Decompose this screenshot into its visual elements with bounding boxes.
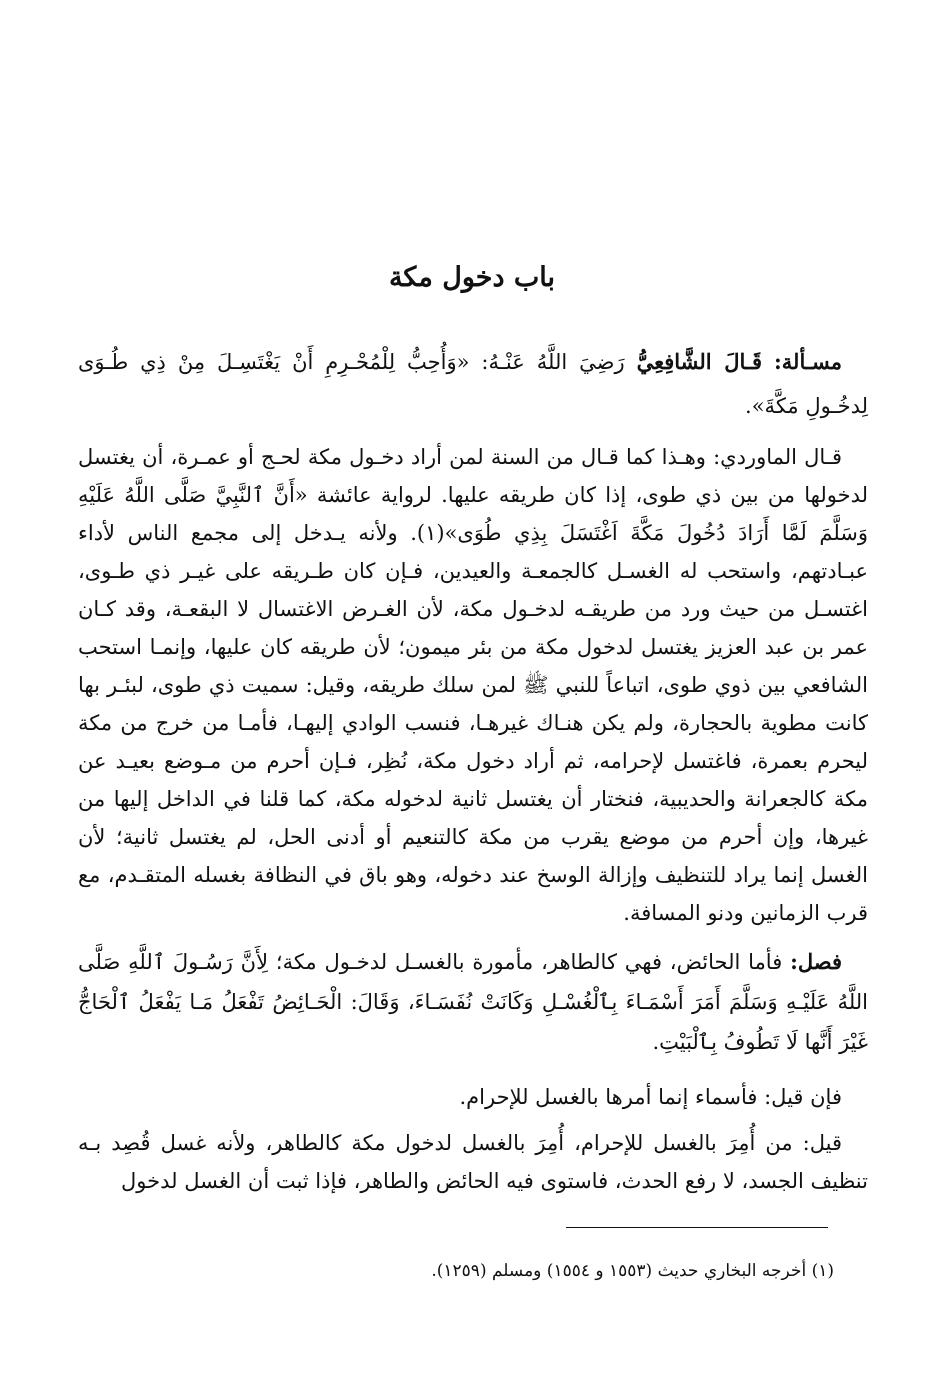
qila-answer-text: قيل: من أُمِرَ بالغسل للإحرام، أُمِرَ بالغسل لدخول مكة كالطاهر، ولأنه غسل قُصِد بـه تنظيف الجسد، لا رفع الحدث، فاستوى فيه الحائض والطاهر، فإذا ثبت أن الغسل لدخول — [78, 1131, 868, 1193]
masala-label: مسـألة: — [774, 349, 842, 374]
qila-answer-paragraph — [78, 1124, 868, 1200]
main-paragraph — [78, 438, 868, 932]
footnote: (١) أخرجه البخاري حديث (١٥٥٣ و ١٥٥٤) ومسلم (١٢٥٩). — [431, 1261, 834, 1281]
qila-question-text: فإن قيل: فأسماء إنما أمرها بالغسل للإحرام. — [459, 1085, 842, 1109]
fasl-paragraph — [78, 942, 868, 1062]
main-paragraph-text: قـال الماوردي: وهـذا كما قـال من السنة لمن أراد دخـول مكة لحـج أو عمـرة، أن يغتسل لدخولها من بين ذي طوى، إذا كان طريقه عليها. لرواية عائشة «أَنَّ ٱلنَّبِيَّ صَلَّى اللَّهُ عَلَيْهِ وَسَلَّمَ لَمَّا أَرَادَ دُخُولَ مَكَّةَ اَغْتَسَلَ بِذِي طُوَى»(١). ولأنه يـدخل إلى مجمع الناس لأداء عبـادتهم، واستحب له الغسـل كالجمعـة والعيدين، فـإن كان طـريقه على غيـر ذي طـوى، اغتسـل من حيث ورد من طريقـه لدخـول مكة، لأن الغـرض الاغتسال لا البقعـة، وقد كـان عمر بن عبد العزيز يغتسل لدخول مكة من بئر ميمون؛ لأن طريقه كان عليها، وإنمـا استحب الشافعي بين ذوي طوى، اتباعاً للنبي ﷺ لمن سلك طريقه، وقيل: سميت ذي طوى، لبئـر بها كانت مطوية بالحجارة، ولم يكن هنـاك غيرهـا، فنسب الوادي إليهـا، فأمـا من خرج من مكة ليحرم بعمرة، فاغتسل لإحرامه، ثم أراد دخول مكة، نُظِر، فـإن أحرم من مـوضع بعيـد عن مكة كالجعرانة والحديبية، فنختار أن يغتسل ثانية لدخوله مكة، كما قلنا في الداخل إليها من غيرها، وإن أحرم من موضع يقرب من مكة كالتنعيم أو أدنى الحل، لم يغتسل ثانية؛ لأن الغسل إنما يراد للتنظيف وإزالة الوسخ عند دخوله، وهو باق في النظافة بغسله المتقـدم، مع قرب الزمانين ودنو المسافة. — [78, 445, 869, 925]
fasl-label: فصل: — [790, 949, 842, 974]
chapter-title: باب دخول مكة — [388, 262, 556, 293]
masala-paragraph — [78, 340, 868, 428]
masala-text: رَضِيَ اللَّهُ عَنْـهُ: «وَأُحِبُّ لِلْمُحْـرِمِ أَنْ يَغْتَسِـلَ مِنْ ذِي طُـوَى لِدخُـولِ مَكَّةَ». — [78, 350, 868, 418]
footnote-divider — [566, 1227, 828, 1228]
masala-author: قَـالَ الشَّافِعِيُّ — [636, 349, 763, 374]
qila-question-paragraph — [78, 1078, 868, 1116]
fasl-text: فأما الحائض، فهي كالطاهر، مأمورة بالغسـل لدخـول مكة؛ لِأَنَّ رَسُـولَ ٱللَّهِ صَلَّى اللَّهُ عَلَيْـهِ وَسَلَّمَ أَمَرَ أَسْمَـاءَ بِٱلْغُسْـلِ وَكَانَتْ نُفَسَـاءَ، وَقَالَ: الْحَـائِضُ تَفْعَلُ مَـا يَفْعَلُ ٱلْحَاجُّ غَيْرَ أَنَّها لَا تَطُوفُ بِٱلْبَيْتِ. — [78, 950, 868, 1054]
